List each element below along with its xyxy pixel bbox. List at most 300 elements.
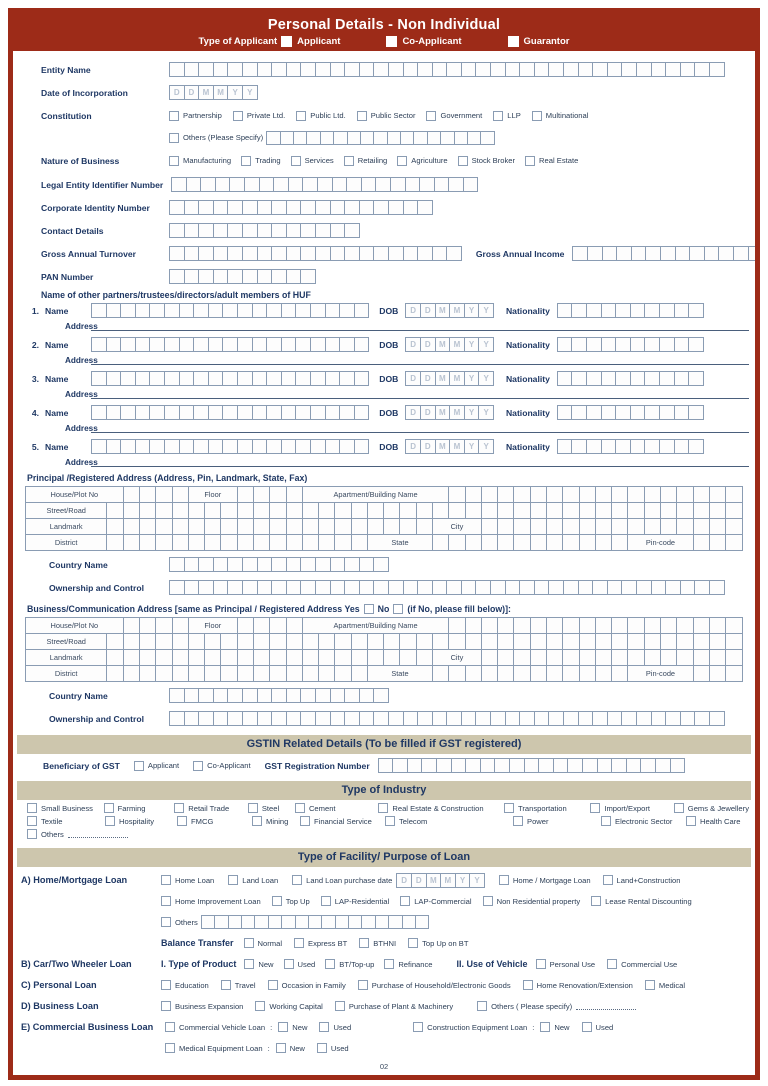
option-business-expansion[interactable] [161, 1001, 243, 1011]
date-cell-m[interactable]: M [449, 303, 465, 318]
address-input-cell[interactable] [644, 618, 660, 634]
input-cell[interactable] [214, 915, 228, 929]
input-cell[interactable] [198, 246, 214, 261]
input-cell[interactable] [320, 131, 334, 145]
checkbox-icon[interactable] [603, 875, 613, 885]
input-cell[interactable] [169, 223, 185, 238]
principal-ownership-input[interactable] [169, 580, 725, 595]
input-cell[interactable] [602, 246, 618, 261]
input-cell[interactable] [257, 557, 273, 572]
input-cell[interactable] [222, 337, 238, 352]
input-cell[interactable] [586, 337, 602, 352]
industry-option-transportation[interactable] [504, 803, 590, 813]
date-cell-y[interactable]: Y [478, 337, 494, 352]
input-cell[interactable] [149, 303, 165, 318]
address-input-cell[interactable] [709, 650, 725, 666]
address-input-cell[interactable] [628, 618, 644, 634]
input-cell[interactable] [295, 405, 311, 420]
date-cell-d[interactable]: D [405, 337, 421, 352]
input-cell[interactable] [571, 405, 587, 420]
address-input-cell[interactable] [107, 650, 123, 666]
input-cell[interactable] [237, 371, 253, 386]
input-cell[interactable] [120, 303, 136, 318]
input-cell[interactable] [169, 711, 185, 726]
checkbox-icon[interactable] [591, 896, 601, 906]
input-cell[interactable] [704, 246, 720, 261]
input-cell[interactable] [675, 246, 691, 261]
address-input-cell[interactable] [547, 503, 563, 519]
address-input-cell[interactable] [693, 666, 709, 682]
input-cell[interactable] [200, 177, 216, 192]
checkbox-icon[interactable] [228, 875, 238, 885]
option-used[interactable] [319, 1022, 351, 1032]
facility-a-home-mortgage-loan[interactable] [499, 875, 591, 885]
address-input-cell[interactable] [677, 634, 693, 650]
option-llp[interactable] [493, 111, 521, 121]
address-input-cell[interactable] [351, 634, 367, 650]
input-cell[interactable] [308, 915, 322, 929]
input-cell[interactable] [592, 580, 608, 595]
input-cell[interactable] [120, 337, 136, 352]
input-cell[interactable] [164, 439, 180, 454]
address-input-cell[interactable] [709, 487, 725, 503]
applicant-type-co-applicant[interactable] [386, 36, 461, 47]
input-cell[interactable] [227, 62, 243, 77]
facility-a-home-loan[interactable] [161, 875, 214, 885]
address-input-cell[interactable] [400, 650, 416, 666]
checkbox-icon[interactable] [540, 1022, 550, 1032]
input-cell[interactable] [467, 131, 481, 145]
input-cell[interactable] [135, 337, 151, 352]
input-cell[interactable] [402, 915, 416, 929]
input-cell[interactable] [361, 177, 377, 192]
checkbox-icon[interactable] [378, 803, 388, 813]
date-cell-d[interactable]: D [420, 405, 436, 420]
input-cell[interactable] [621, 62, 637, 77]
input-cell[interactable] [490, 711, 506, 726]
input-cell[interactable] [91, 439, 107, 454]
input-cell[interactable] [524, 758, 540, 773]
option-bthni[interactable] [359, 938, 396, 948]
address-input-cell[interactable] [302, 535, 318, 551]
input-cell[interactable] [586, 303, 602, 318]
input-cell[interactable] [171, 177, 187, 192]
input-cell[interactable] [344, 200, 360, 215]
checkbox-icon[interactable] [601, 816, 611, 826]
checkbox-icon[interactable] [161, 917, 171, 927]
checkbox-icon[interactable] [165, 1043, 175, 1053]
address-input-cell[interactable] [123, 519, 139, 535]
address-input-cell[interactable] [188, 519, 204, 535]
checkbox-icon[interactable] [255, 1001, 265, 1011]
input-cell[interactable] [709, 711, 725, 726]
checkbox-icon[interactable] [248, 803, 258, 813]
corporate-identity-number-input[interactable] [169, 200, 433, 215]
input-cell[interactable] [354, 337, 370, 352]
address-input-cell[interactable] [660, 487, 676, 503]
input-cell[interactable] [286, 62, 302, 77]
input-cell[interactable] [310, 371, 326, 386]
input-cell[interactable] [257, 246, 273, 261]
address-input-cell[interactable] [612, 519, 628, 535]
option-refinance[interactable] [384, 959, 432, 969]
address-input-cell[interactable] [465, 535, 481, 551]
input-cell[interactable] [213, 223, 229, 238]
option-top-up[interactable] [272, 896, 310, 906]
input-cell[interactable] [344, 711, 360, 726]
input-cell[interactable] [169, 246, 185, 261]
address-input-cell[interactable] [367, 650, 383, 666]
input-cell[interactable] [198, 711, 214, 726]
date-cell-d[interactable]: D [411, 873, 427, 888]
input-cell[interactable] [680, 62, 696, 77]
address-input-cell[interactable] [237, 535, 253, 551]
input-cell[interactable] [179, 439, 195, 454]
input-cell[interactable] [615, 371, 631, 386]
input-cell[interactable] [193, 337, 209, 352]
input-cell[interactable] [193, 303, 209, 318]
checkbox-icon[interactable] [161, 896, 171, 906]
input-cell[interactable] [213, 62, 229, 77]
input-cell[interactable] [300, 223, 316, 238]
input-cell[interactable] [432, 62, 448, 77]
input-cell[interactable] [302, 177, 318, 192]
option-trading[interactable] [241, 156, 280, 166]
input-cell[interactable] [644, 405, 660, 420]
checkbox-icon[interactable] [358, 980, 368, 990]
input-cell[interactable] [578, 711, 594, 726]
input-cell[interactable] [179, 405, 195, 420]
address-input-cell[interactable] [677, 487, 693, 503]
date-cell-m[interactable]: M [426, 873, 442, 888]
industry-option-import-export[interactable] [590, 803, 673, 813]
industry-option-health-care[interactable] [686, 816, 741, 826]
gst-registration-input[interactable] [378, 758, 685, 773]
input-cell[interactable] [601, 439, 617, 454]
address-input-cell[interactable] [449, 666, 465, 682]
address-input-cell[interactable] [612, 487, 628, 503]
input-cell[interactable] [344, 223, 360, 238]
option-new[interactable] [276, 1043, 305, 1053]
date-cell-m[interactable]: M [435, 371, 451, 386]
address-input-cell[interactable] [335, 503, 351, 519]
input-cell[interactable] [257, 200, 273, 215]
input-cell[interactable] [91, 405, 107, 420]
input-cell[interactable] [354, 303, 370, 318]
input-cell[interactable] [286, 223, 302, 238]
address-input-cell[interactable] [579, 535, 595, 551]
pan-number-input[interactable] [169, 269, 316, 284]
input-cell[interactable] [621, 580, 637, 595]
industry-option-mining[interactable] [252, 816, 300, 826]
address-input-cell[interactable] [302, 650, 318, 666]
input-cell[interactable] [149, 337, 165, 352]
address-input-cell[interactable] [123, 666, 139, 682]
address-input-cell[interactable] [270, 666, 286, 682]
address-input-cell[interactable] [367, 503, 383, 519]
address-input-cell[interactable] [628, 487, 644, 503]
input-cell[interactable] [354, 439, 370, 454]
input-cell[interactable] [241, 915, 255, 929]
address-input-cell[interactable] [433, 666, 449, 682]
input-cell[interactable] [451, 758, 467, 773]
checkbox-icon[interactable] [104, 803, 114, 813]
checkbox-icon[interactable] [400, 896, 410, 906]
option-used[interactable] [284, 959, 316, 969]
construction-equipment-loan-option[interactable] [413, 1022, 527, 1032]
input-cell[interactable] [266, 337, 282, 352]
input-cell[interactable] [359, 711, 375, 726]
input-cell[interactable] [259, 177, 275, 192]
medical-equipment-loan-option[interactable] [165, 1043, 263, 1053]
option-public-ltd[interactable] [296, 111, 345, 121]
address-input-cell[interactable] [221, 634, 237, 650]
input-cell[interactable] [519, 62, 535, 77]
date-cell-m[interactable]: M [449, 439, 465, 454]
input-cell[interactable] [373, 246, 389, 261]
input-cell[interactable] [330, 580, 346, 595]
input-cell[interactable] [689, 246, 705, 261]
input-cell[interactable] [286, 246, 302, 261]
input-cell[interactable] [208, 337, 224, 352]
input-cell[interactable] [213, 711, 229, 726]
input-cell[interactable] [315, 580, 331, 595]
checkbox-icon[interactable] [281, 36, 292, 47]
input-cell[interactable] [403, 246, 419, 261]
address-input-cell[interactable] [302, 519, 318, 535]
input-cell[interactable] [360, 131, 374, 145]
address-input-cell[interactable] [172, 618, 188, 634]
input-cell[interactable] [184, 688, 200, 703]
input-cell[interactable] [718, 246, 734, 261]
input-cell[interactable] [475, 62, 491, 77]
address-input-cell[interactable] [709, 618, 725, 634]
facility-a-others-input[interactable] [201, 915, 430, 929]
input-cell[interactable] [280, 131, 294, 145]
input-cell[interactable] [592, 62, 608, 77]
address-input-cell[interactable] [530, 666, 546, 682]
input-cell[interactable] [344, 557, 360, 572]
input-cell[interactable] [548, 62, 564, 77]
input-cell[interactable] [548, 580, 564, 595]
address-input-cell[interactable] [172, 535, 188, 551]
address-input-cell[interactable] [547, 487, 563, 503]
input-cell[interactable] [271, 711, 287, 726]
date-cell-y[interactable]: Y [227, 85, 243, 100]
input-cell[interactable] [709, 580, 725, 595]
checkbox-icon[interactable] [169, 156, 179, 166]
address-input-cell[interactable] [498, 487, 514, 503]
address-input-cell[interactable] [547, 634, 563, 650]
option-lap-residential[interactable] [321, 896, 389, 906]
input-cell[interactable] [644, 439, 660, 454]
input-cell[interactable] [271, 269, 287, 284]
address-input-cell[interactable] [514, 535, 530, 551]
industry-option-gems-jewellery[interactable] [674, 803, 749, 813]
input-cell[interactable] [273, 177, 289, 192]
input-cell[interactable] [213, 580, 229, 595]
input-cell[interactable] [505, 580, 521, 595]
checkbox-icon[interactable] [292, 875, 302, 885]
address-input-cell[interactable] [612, 503, 628, 519]
partner-nationality-input[interactable] [557, 303, 704, 318]
address-input-cell[interactable] [367, 519, 383, 535]
input-cell[interactable] [534, 580, 550, 595]
input-cell[interactable] [300, 62, 316, 77]
input-cell[interactable] [670, 758, 686, 773]
address-input-cell[interactable] [156, 519, 172, 535]
input-cell[interactable] [106, 337, 122, 352]
input-cell[interactable] [300, 580, 316, 595]
date-cell-y[interactable]: Y [469, 873, 485, 888]
address-input-cell[interactable] [579, 650, 595, 666]
address-input-cell[interactable] [205, 666, 221, 682]
input-cell[interactable] [630, 337, 646, 352]
checkbox-icon[interactable] [221, 980, 231, 990]
option-travel[interactable] [221, 980, 256, 990]
address-input-cell[interactable] [123, 634, 139, 650]
address-input-cell[interactable] [693, 487, 709, 503]
input-cell[interactable] [557, 337, 573, 352]
address-input-cell[interactable] [286, 666, 302, 682]
input-cell[interactable] [403, 62, 419, 77]
address-input-cell[interactable] [156, 487, 172, 503]
input-cell[interactable] [227, 557, 243, 572]
input-cell[interactable] [694, 62, 710, 77]
address-input-cell[interactable] [481, 487, 497, 503]
industry-option-hospitality[interactable] [105, 816, 177, 826]
industry-option-farming[interactable] [104, 803, 175, 813]
address-input-cell[interactable] [644, 487, 660, 503]
input-cell[interactable] [149, 405, 165, 420]
input-cell[interactable] [198, 688, 214, 703]
input-cell[interactable] [286, 557, 302, 572]
address-input-cell[interactable] [139, 650, 155, 666]
input-cell[interactable] [359, 580, 375, 595]
input-cell[interactable] [359, 688, 375, 703]
input-cell[interactable] [330, 246, 346, 261]
address-input-cell[interactable] [449, 535, 465, 551]
option-partnership[interactable] [169, 111, 222, 121]
date-cell-y[interactable]: Y [464, 405, 480, 420]
input-cell[interactable] [587, 246, 603, 261]
partner-dob-input[interactable] [405, 439, 494, 454]
input-cell[interactable] [208, 303, 224, 318]
input-cell[interactable] [271, 200, 287, 215]
input-cell[interactable] [169, 62, 185, 77]
input-cell[interactable] [339, 405, 355, 420]
input-cell[interactable] [432, 711, 448, 726]
input-cell[interactable] [237, 337, 253, 352]
input-cell[interactable] [228, 915, 242, 929]
checkbox-icon[interactable] [174, 803, 184, 813]
input-cell[interactable] [193, 371, 209, 386]
address-input-cell[interactable] [514, 519, 530, 535]
input-cell[interactable] [373, 557, 389, 572]
input-cell[interactable] [227, 246, 243, 261]
input-cell[interactable] [184, 200, 200, 215]
address-input-cell[interactable] [319, 666, 335, 682]
industry-others-input[interactable] [68, 830, 128, 838]
input-cell[interactable] [563, 62, 579, 77]
address-input-cell[interactable] [156, 535, 172, 551]
address-input-cell[interactable] [107, 634, 123, 650]
input-cell[interactable] [490, 580, 506, 595]
input-cell[interactable] [213, 557, 229, 572]
input-cell[interactable] [310, 303, 326, 318]
address-input-cell[interactable] [205, 650, 221, 666]
date-cell-d[interactable]: D [169, 85, 185, 100]
input-cell[interactable] [300, 200, 316, 215]
input-cell[interactable] [490, 62, 506, 77]
address-input-cell[interactable] [660, 618, 676, 634]
checkbox-icon[interactable] [319, 1022, 329, 1032]
address-input-cell[interactable] [270, 650, 286, 666]
address-input-cell[interactable] [449, 503, 465, 519]
address-input-cell[interactable] [172, 650, 188, 666]
input-cell[interactable] [607, 711, 623, 726]
input-cell[interactable] [227, 688, 243, 703]
partner-name-input[interactable] [91, 337, 369, 352]
input-cell[interactable] [257, 711, 273, 726]
date-cell-d[interactable]: D [405, 439, 421, 454]
address-input-cell[interactable] [221, 519, 237, 535]
input-cell[interactable] [454, 131, 468, 145]
address-input-cell[interactable] [726, 535, 743, 551]
address-input-cell[interactable] [693, 503, 709, 519]
address-input-cell[interactable] [726, 519, 743, 535]
input-cell[interactable] [651, 62, 667, 77]
checkbox-icon[interactable] [607, 959, 617, 969]
address-input-cell[interactable] [319, 503, 335, 519]
input-cell[interactable] [242, 557, 258, 572]
input-cell[interactable] [271, 688, 287, 703]
input-cell[interactable] [135, 303, 151, 318]
input-cell[interactable] [315, 557, 331, 572]
partner-nationality-input[interactable] [557, 371, 704, 386]
input-cell[interactable] [330, 223, 346, 238]
address-input-cell[interactable] [563, 618, 579, 634]
address-input-cell[interactable] [449, 634, 465, 650]
input-cell[interactable] [295, 337, 311, 352]
input-cell[interactable] [315, 200, 331, 215]
address-input-cell[interactable] [677, 519, 693, 535]
input-cell[interactable] [415, 915, 429, 929]
input-cell[interactable] [229, 177, 245, 192]
address-input-cell[interactable] [660, 634, 676, 650]
address-input-cell[interactable] [563, 503, 579, 519]
input-cell[interactable] [106, 371, 122, 386]
date-cell-m[interactable]: M [435, 405, 451, 420]
facility-a-land-construction[interactable] [603, 875, 681, 885]
input-cell[interactable] [446, 62, 462, 77]
address-input-cell[interactable] [563, 650, 579, 666]
industry-option-real-estate-construction[interactable] [378, 803, 504, 813]
checkbox-icon[interactable] [523, 980, 533, 990]
facility-a-others-option[interactable] [161, 917, 198, 927]
checkbox-icon[interactable] [426, 111, 436, 121]
checkbox-icon[interactable] [582, 1022, 592, 1032]
input-cell[interactable] [184, 62, 200, 77]
address-input-cell[interactable] [547, 666, 563, 682]
input-cell[interactable] [534, 711, 550, 726]
address-input-cell[interactable] [286, 618, 302, 634]
address-input-cell[interactable] [270, 487, 286, 503]
input-cell[interactable] [601, 405, 617, 420]
input-cell[interactable] [480, 758, 496, 773]
input-cell[interactable] [659, 439, 675, 454]
input-cell[interactable] [354, 405, 370, 420]
